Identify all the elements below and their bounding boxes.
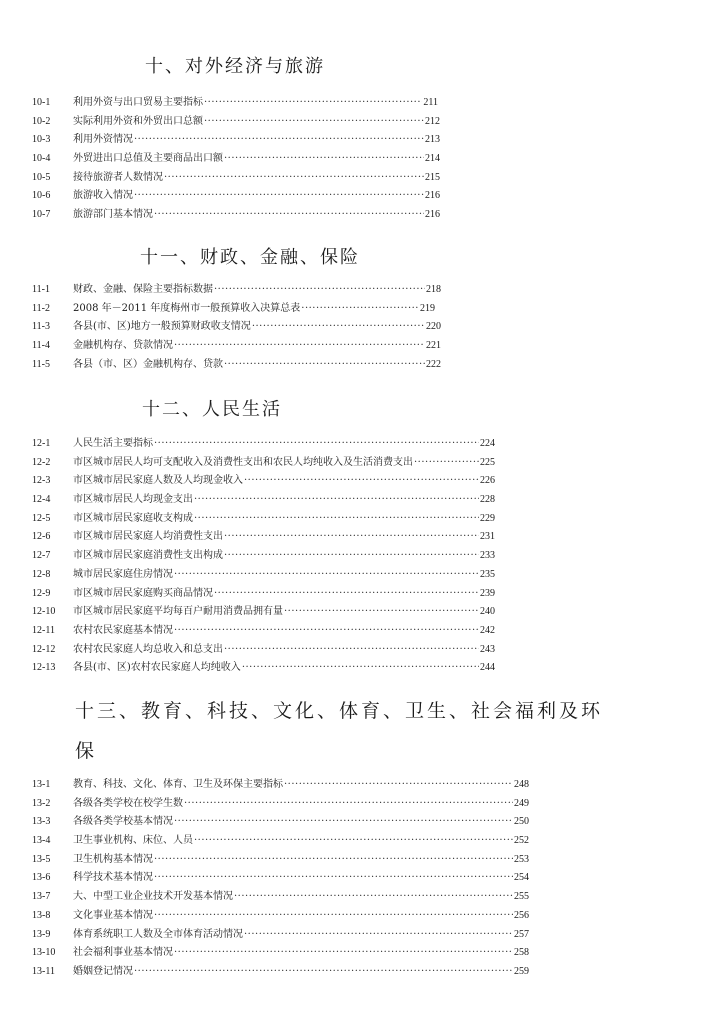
toc-entry[interactable] — [0, 585, 724, 604]
entry-label: 教育、科技、文化、体育、卫生及环保主要指标 — [73, 779, 283, 790]
entry-number: 13-10 — [32, 947, 56, 959]
entry-number: 12-9 — [32, 587, 51, 599]
entry-number: 10-5 — [32, 171, 51, 183]
entry-number: 10-6 — [32, 190, 51, 202]
entry-number: 11-2 — [32, 302, 50, 314]
entry-label: 文化事业基本情况 — [73, 909, 153, 921]
entry-label: 接待旅游者人数情况 — [73, 171, 163, 183]
leader-dots — [154, 869, 513, 888]
entry-page: 242 — [480, 624, 495, 636]
entry-page: 233 — [480, 550, 495, 562]
entry-label: 市区城市居民家庭人数及人均现金收入 — [73, 475, 243, 487]
toc-entry[interactable] — [0, 131, 724, 150]
leader-dots — [174, 813, 513, 832]
entry-page: 218 — [426, 284, 441, 295]
entry-page: 225 — [480, 456, 495, 468]
entry-page: 259 — [514, 965, 529, 977]
entry-number: 13-11 — [32, 965, 55, 977]
entry-page: 216 — [425, 209, 440, 221]
entry-page: 249 — [514, 797, 529, 809]
entry-label: 各级各类学校在校学生数 — [73, 797, 183, 809]
toc-entry[interactable] — [0, 603, 724, 622]
leader-dots — [414, 454, 479, 473]
entry-label: 金融机构存、贷款情况 — [73, 340, 173, 352]
entry-number: 11-5 — [32, 358, 50, 370]
entry-page: 243 — [480, 643, 495, 655]
entry-number: 13-8 — [32, 909, 51, 921]
entry-label: 市区城市居民人均现金支出 — [73, 494, 193, 506]
leader-dots — [174, 337, 425, 356]
entry-page: 240 — [480, 606, 495, 618]
entry-label: 旅游部门基本情况 — [73, 209, 153, 221]
leader-dots — [154, 206, 424, 225]
entry-page: 228 — [480, 494, 495, 506]
toc-section — [0, 696, 724, 982]
entry-page: 239 — [480, 587, 495, 599]
toc-entry[interactable] — [0, 566, 724, 585]
leader-dots — [252, 318, 425, 337]
entry-page: 214 — [425, 153, 440, 165]
entry-number: 11-1 — [32, 284, 50, 295]
entry-page: 229 — [480, 512, 495, 524]
entry-label: 农村农民家庭基本情况 — [73, 624, 173, 636]
toc-entry[interactable] — [0, 356, 724, 375]
entry-number: 12-8 — [32, 568, 51, 580]
entry-list — [0, 281, 724, 374]
entry-label: 城市居民家庭住房情况 — [73, 568, 173, 580]
leader-dots — [174, 566, 479, 585]
toc-section — [0, 395, 724, 678]
entry-label: 社会福利事业基本情况 — [73, 947, 173, 959]
section-title: 十二、人民生活 — [142, 399, 282, 420]
leader-dots — [234, 888, 513, 907]
entry-number: 10-7 — [32, 209, 51, 221]
section-title-continued: 保 — [75, 740, 97, 762]
toc-entry[interactable] — [0, 318, 724, 337]
entry-list — [0, 776, 724, 982]
leader-dots — [224, 356, 425, 375]
leader-dots — [174, 622, 479, 641]
toc-entry[interactable] — [0, 907, 724, 926]
toc-section — [0, 52, 724, 225]
entry-label: 外贸进出口总值及主要商品出口额 — [73, 153, 223, 165]
entry-number: 12-10 — [32, 606, 56, 618]
leader-dots — [134, 187, 424, 206]
entry-number: 13-6 — [32, 872, 51, 884]
section-title: 十一、财政、金融、保险 — [140, 247, 360, 268]
entry-label: 市区城市居民家庭人均消费性支出 — [73, 531, 223, 543]
leader-dots — [224, 547, 479, 566]
leader-dots — [244, 926, 513, 945]
leader-dots — [204, 94, 422, 113]
toc-entry[interactable] — [0, 454, 724, 473]
entry-list — [0, 94, 724, 225]
entry-number: 10-3 — [32, 134, 51, 146]
leader-dots — [244, 472, 479, 491]
leader-dots — [284, 603, 479, 622]
leader-dots — [214, 585, 479, 604]
entry-label: 各县(市、区)地方一般预算财政收支情况 — [73, 321, 251, 333]
toc-entry[interactable] — [0, 813, 724, 832]
toc-entry[interactable] — [0, 169, 724, 188]
leader-dots — [301, 300, 419, 319]
entry-number: 12-1 — [32, 438, 51, 449]
toc-entry[interactable] — [0, 851, 724, 870]
entry-number: 12-11 — [32, 624, 55, 636]
entry-number: 12-7 — [32, 550, 51, 562]
entry-label: 卫生事业机构、床位、人员 — [73, 835, 193, 847]
entry-number: 12-5 — [32, 512, 51, 524]
entry-label: 旅游收入情况 — [73, 190, 133, 202]
entry-number: 13-7 — [32, 891, 51, 903]
entry-page: 231 — [480, 531, 495, 543]
leader-dots — [224, 528, 479, 547]
entry-label: 农村农民家庭人均总收入和总支出 — [73, 643, 223, 655]
toc-entry[interactable] — [0, 187, 724, 206]
toc-entry[interactable] — [0, 963, 724, 982]
leader-dots — [194, 832, 513, 851]
entry-number: 10-2 — [32, 115, 51, 127]
entry-number: 11-4 — [32, 340, 50, 352]
entry-label: 人民生活主要指标 — [73, 438, 153, 449]
toc-entry[interactable] — [0, 888, 724, 907]
entry-label: 2008 年－2011 年度梅州市一般预算收入决算总表 — [73, 302, 301, 314]
toc-entry[interactable] — [0, 113, 724, 132]
leader-dots — [154, 907, 513, 926]
entry-label: 市区城市居民人均可支配收入及消费性支出和农民人均纯收入及生活消费支出 — [73, 456, 413, 468]
toc-entry[interactable] — [0, 472, 724, 491]
entry-number: 13-1 — [32, 779, 51, 790]
entry-page: 235 — [480, 568, 495, 580]
toc-entry[interactable] — [0, 659, 724, 678]
toc-entry[interactable] — [0, 528, 724, 547]
leader-dots — [154, 435, 479, 454]
leader-dots — [242, 659, 479, 678]
entry-label: 财政、金融、保险主要指标数据 — [73, 284, 213, 295]
entry-number: 10-1 — [32, 97, 51, 108]
entry-page: 256 — [514, 909, 529, 921]
toc-entry[interactable] — [0, 926, 724, 945]
entry-page: 212 — [425, 115, 440, 127]
entry-label: 婚姻登记情况 — [73, 965, 133, 977]
toc-entry[interactable] — [0, 622, 724, 641]
entry-page: 226 — [480, 475, 495, 487]
leader-dots — [174, 944, 513, 963]
entry-number: 10-4 — [32, 153, 51, 165]
entry-number: 13-9 — [32, 928, 51, 940]
leader-dots — [214, 281, 425, 300]
entry-number: 12-12 — [32, 643, 56, 655]
entry-label: 利用外资与出口贸易主要指标 — [73, 97, 203, 108]
leader-dots — [224, 150, 424, 169]
entry-number: 12-13 — [32, 662, 56, 674]
toc-entry[interactable] — [0, 641, 724, 660]
section-title: 十、对外经济与旅游 — [145, 56, 325, 77]
leader-dots — [134, 131, 424, 150]
entry-label: 各级各类学校基本情况 — [73, 816, 173, 828]
entry-page: 258 — [514, 947, 529, 959]
toc-entry[interactable] — [0, 795, 724, 814]
entry-number: 13-4 — [32, 835, 51, 847]
toc-entry[interactable] — [0, 435, 724, 454]
toc-entry[interactable] — [0, 832, 724, 851]
leader-dots — [194, 491, 479, 510]
entry-number: 11-3 — [32, 321, 50, 333]
entry-number: 12-2 — [32, 456, 51, 468]
entry-number: 12-4 — [32, 494, 51, 506]
entry-page: 213 — [425, 134, 440, 146]
entry-number: 12-3 — [32, 475, 51, 487]
entry-list — [0, 435, 724, 678]
entry-page: 253 — [514, 853, 529, 865]
toc-section — [0, 243, 724, 374]
entry-page: 248 — [514, 779, 529, 790]
toc-entry[interactable] — [0, 869, 724, 888]
entry-label: 利用外资情况 — [73, 134, 133, 146]
entry-page: 250 — [514, 816, 529, 828]
toc-entry[interactable] — [0, 281, 724, 300]
leader-dots — [194, 510, 479, 529]
toc-entry[interactable] — [0, 94, 438, 113]
leader-dots — [184, 795, 513, 814]
entry-page: 220 — [426, 321, 441, 333]
entry-number: 13-5 — [32, 853, 51, 865]
entry-page: 219 — [420, 302, 435, 314]
leader-dots — [164, 169, 424, 188]
entry-page: 215 — [425, 171, 440, 183]
entry-label: 大、中型工业企业技术开发基本情况 — [73, 891, 233, 903]
entry-page: 221 — [426, 340, 441, 352]
entry-label: 各县（市、区）金融机构存、贷款 — [73, 358, 223, 370]
toc-entry[interactable] — [0, 206, 724, 225]
entry-label: 科学技术基本情况 — [73, 872, 153, 884]
toc-entry[interactable] — [0, 491, 724, 510]
toc-entry[interactable] — [0, 337, 724, 356]
toc-entry[interactable] — [0, 547, 724, 566]
leader-dots — [284, 776, 513, 795]
entry-label: 体育系统职工人数及全市体育活动情况 — [73, 928, 243, 940]
entry-label: 市区城市居民家庭购买商品情况 — [73, 587, 213, 599]
toc-entry[interactable] — [0, 150, 724, 169]
entry-number: 13-2 — [32, 797, 51, 809]
leader-dots — [204, 113, 424, 132]
entry-page: 222 — [426, 358, 441, 370]
entry-page: 211 — [423, 97, 438, 108]
toc-entry[interactable] — [0, 510, 724, 529]
toc-entry[interactable] — [0, 776, 724, 795]
entry-label: 实际利用外资和外贸出口总额 — [73, 115, 203, 127]
entry-page: 257 — [514, 928, 529, 940]
toc-entry[interactable] — [0, 300, 724, 319]
entry-label: 市区城市居民家庭收支构成 — [73, 512, 193, 524]
entry-label: 各县(市、区)农村农民家庭人均纯收入 — [73, 662, 241, 674]
toc-entry[interactable] — [0, 944, 724, 963]
leader-dots — [154, 851, 513, 870]
entry-page: 254 — [514, 872, 529, 884]
section-title: 十三、教育、科技、文化、体育、卫生、社会福利及环 — [75, 700, 604, 722]
entry-page: 216 — [425, 190, 440, 202]
entry-page: 224 — [480, 438, 495, 449]
entry-label: 卫生机构基本情况 — [73, 853, 153, 865]
leader-dots — [224, 641, 479, 660]
leader-dots — [134, 963, 513, 982]
entry-page: 244 — [480, 662, 495, 674]
entry-page: 255 — [514, 891, 529, 903]
entry-page: 252 — [514, 835, 529, 847]
entry-number: 12-6 — [32, 531, 51, 543]
entry-label: 市区城市居民家庭消费性支出构成 — [73, 550, 223, 562]
entry-number: 13-3 — [32, 816, 51, 828]
entry-label: 市区城市居民家庭平均每百户耐用消费品拥有量 — [73, 606, 283, 618]
